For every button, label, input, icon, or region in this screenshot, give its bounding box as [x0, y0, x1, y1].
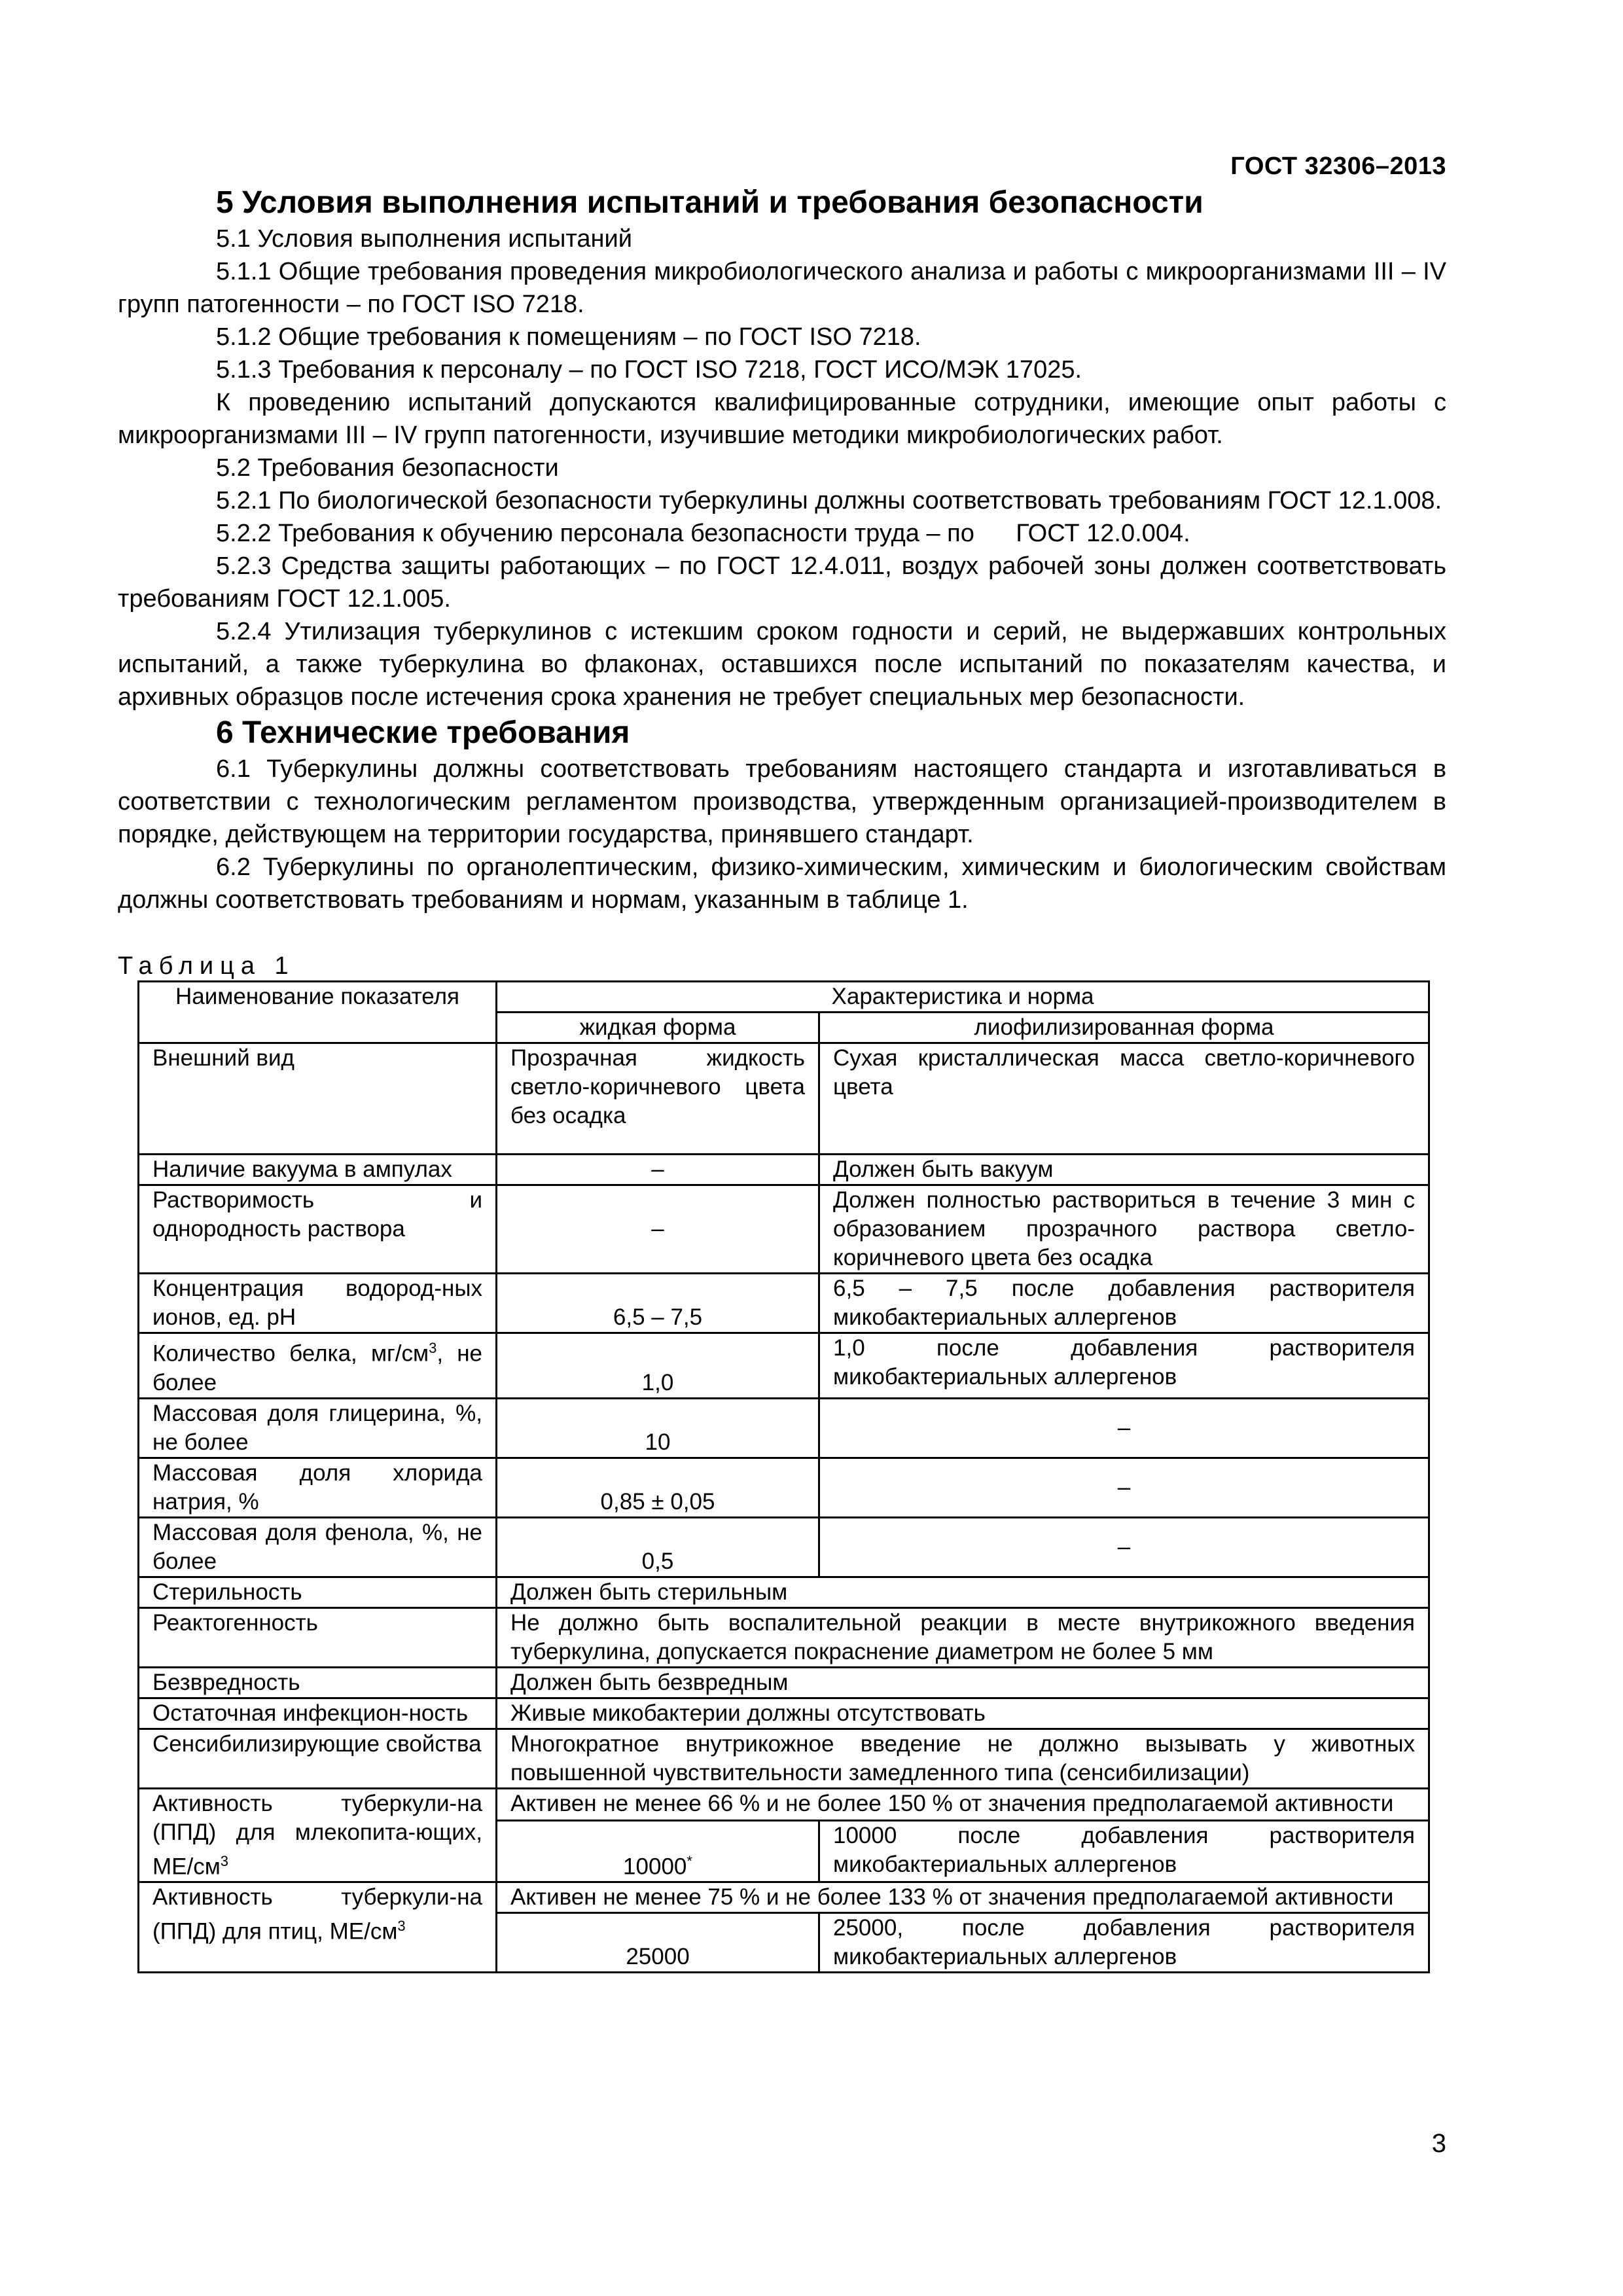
header-characteristic: Характеристика и норма — [497, 982, 1429, 1013]
document-body — [118, 183, 1446, 1973]
row-liquid-value: 0,5 — [497, 1517, 819, 1577]
superscript: 3 — [220, 1852, 229, 1869]
paragraph-6-1: 6.1 Туберкулины должны соответствовать требованиям настоящего стандарта и изготавливаться в соответствии с технологическим регламентом производства, утвержденным организацией-производителем в порядке, действующем на территории государства, принявшего стандарт. — [118, 755, 1446, 848]
row-liquid-value — [497, 1820, 819, 1882]
footnote-mark: * — [687, 1852, 692, 1869]
paragraph-5-2-2: 5.2.2 Требования к обучению персонала безопасности труда – по ГОСТ 12.0.004. — [216, 520, 1190, 547]
table-row — [139, 1698, 1429, 1729]
table-row — [139, 1274, 1429, 1333]
row-name: Стерильность — [139, 1577, 497, 1607]
paragraph-5-1: 5.1 Условия выполнения испытаний — [216, 225, 632, 253]
row-lyo-value: – — [819, 1517, 1429, 1577]
header-liquid-form: жидкая форма — [497, 1013, 819, 1043]
row-value: Активен не менее 75 % и не более 133 % от значения предполагаемой активности — [497, 1882, 1429, 1913]
row-lyo-value: 10000 после добавления растворителя микобактериальных аллергенов — [819, 1820, 1429, 1882]
row-name: Безвредность — [139, 1667, 497, 1698]
paragraph-5-1-1: 5.1.1 Общие требования проведения микробиологического анализа и работы с микроорганизмами III – IV групп патогенности – по ГОСТ ISO 7218. — [118, 258, 1446, 318]
paragraph-5-1-2: 5.1.2 Общие требования к помещениям – по ГОСТ ISO 7218. — [216, 323, 921, 351]
row-name: Массовая доля фенола, %, не более — [139, 1517, 497, 1577]
row-name: Внешний вид — [139, 1043, 497, 1155]
table-row — [139, 1667, 1429, 1698]
row-name: Наличие вакуума в ампулах — [139, 1155, 497, 1185]
table-row — [139, 1458, 1429, 1517]
paragraph-6-2: 6.2 Туберкулины по органолептическим, физико-химическим, химическим и биологическим свойствам должны соответствовать требованиям и нормам, указанным в таблице 1. — [118, 853, 1446, 914]
header-indicator: Наименование показателя — [139, 982, 497, 1043]
row-value: Живые микобактерии должны отсутствовать — [497, 1698, 1429, 1729]
paragraph-5-2: 5.2 Требования безопасности — [216, 454, 559, 482]
table-row — [139, 1729, 1429, 1788]
row-name: Остаточная инфекцион-ность — [139, 1698, 497, 1729]
paragraph-5-2-1: 5.2.1 По биологической безопасности туберкулины должны соответствовать требованиям ГОСТ 12.1.008. — [216, 487, 1442, 514]
header-lyophilized-form: лиофилизированная форма — [819, 1013, 1429, 1043]
row-lyo-value: 6,5 – 7,5 после добавления растворителя микобактериальных аллергенов — [819, 1274, 1429, 1333]
requirements-table — [137, 980, 1430, 1973]
table-header-row — [139, 982, 1429, 1013]
row-name: Массовая доля хлорида натрия, % — [139, 1458, 497, 1517]
table-row — [139, 1043, 1429, 1155]
table-row — [139, 1333, 1429, 1399]
row-lyo-value: 25000, после добавления растворителя микобактериальных аллергенов — [819, 1913, 1429, 1973]
row-liquid-value: Прозрачная жидкость светло-коричневого цвета без осадка — [497, 1043, 819, 1155]
table-row — [139, 1185, 1429, 1274]
row-value: Активен не менее 66 % и не более 150 % от значения предполагаемой активности — [497, 1788, 1429, 1820]
row-name: Реактогенность — [139, 1607, 497, 1667]
table-caption: Таблица 1 — [118, 952, 295, 980]
row-liquid-value: 10 — [497, 1398, 819, 1458]
section-5-title: 5 Условия выполнения испытаний и требования безопасности — [216, 185, 1204, 220]
paragraph-5-2-4: 5.2.4 Утилизация туберкулинов с истекшим сроком годности и серий, не выдержавших контрольных испытаний, а также туберкулина во флаконах, оставшихся после испытаний по показателям качества, и архивных образцов после истечения срока хранения не требует специальных мер безопасности. — [118, 618, 1446, 711]
row-name: Массовая доля глицерина, %, не более — [139, 1398, 497, 1458]
row-liquid-value: 6,5 – 7,5 — [497, 1274, 819, 1333]
paragraph-5-2-3: 5.2.3 Средства защиты работающих – по ГОСТ 12.4.011, воздух рабочей зоны должен соответствовать требованиям ГОСТ 12.1.005. — [118, 552, 1446, 613]
row-name — [139, 1788, 497, 1882]
row-liquid-value: 1,0 — [497, 1333, 819, 1399]
superscript: 3 — [429, 1340, 437, 1356]
row-liquid-value: 0,85 ± 0,05 — [497, 1458, 819, 1517]
row-liquid-value: – — [497, 1185, 819, 1274]
paragraph-5-1-3: 5.1.3 Требования к персоналу – по ГОСТ ISO 7218, ГОСТ ИСО/МЭК 17025. — [216, 356, 1082, 384]
row-name-text: Количество белка, мг/см — [152, 1340, 429, 1367]
row-lyo-value: Сухая кристаллическая масса светло-коричневого цвета — [819, 1043, 1429, 1155]
row-lyo-value: 1,0 после добавления растворителя микобактериальных аллергенов — [819, 1333, 1429, 1399]
table-row — [139, 1155, 1429, 1185]
row-value: Многократное внутрикожное введение не должно вызывать у животных повышенной чувствительности замедленного типа (сенсибилизации) — [497, 1729, 1429, 1788]
gost-header: ГОСТ 32306–2013 — [1230, 152, 1446, 180]
row-name: Концентрация водород-ных ионов, ед. pH — [139, 1274, 497, 1333]
row-lyo-value: – — [819, 1458, 1429, 1517]
row-name — [139, 1333, 497, 1399]
row-value: Не должно быть воспалительной реакции в месте внутрикожного введения туберкулина, допускается покраснение диаметром не более 5 мм — [497, 1607, 1429, 1667]
row-liquid-value: 25000 — [497, 1913, 819, 1973]
row-value: Должен быть стерильным — [497, 1577, 1429, 1607]
superscript: 3 — [397, 1918, 406, 1935]
row-lyo-value: Должен полностью раствориться в течение 3 мин с образованием прозрачного раствора светло-коричневого цвета без осадка — [819, 1185, 1429, 1274]
row-value: Должен быть безвредным — [497, 1667, 1429, 1698]
page-number: 3 — [1431, 2129, 1446, 2158]
row-name-text: Активность туберкули-на (ППД) для птиц, МЕ/см — [152, 1884, 482, 1945]
table-row — [139, 1788, 1429, 1820]
table-row — [139, 1517, 1429, 1577]
table-row — [139, 1607, 1429, 1667]
table-row — [139, 1398, 1429, 1458]
row-liquid-value: – — [497, 1155, 819, 1185]
row-name-text: Активность туберкули-на (ППД) для млекопита-ющих, МЕ/см — [152, 1790, 482, 1880]
row-name: Растворимость и однородность раствора — [139, 1185, 497, 1274]
table-row — [139, 1577, 1429, 1607]
row-name-suffix: , не более — [152, 1340, 482, 1395]
value-text: 10000 — [623, 1854, 687, 1880]
paragraph-personnel: К проведению испытаний допускаются квалифицированные сотрудники, имеющие опыт работы с микроорганизмами III – IV групп патогенности, изучившие методики микробиологических работ. — [118, 389, 1446, 449]
row-lyo-value: – — [819, 1398, 1429, 1458]
table-row — [139, 1882, 1429, 1913]
row-name — [139, 1882, 497, 1973]
row-lyo-value: Должен быть вакуум — [819, 1155, 1429, 1185]
row-name: Сенсибилизирующие свойства — [139, 1729, 497, 1788]
section-6-title: 6 Технические требования — [216, 715, 630, 750]
